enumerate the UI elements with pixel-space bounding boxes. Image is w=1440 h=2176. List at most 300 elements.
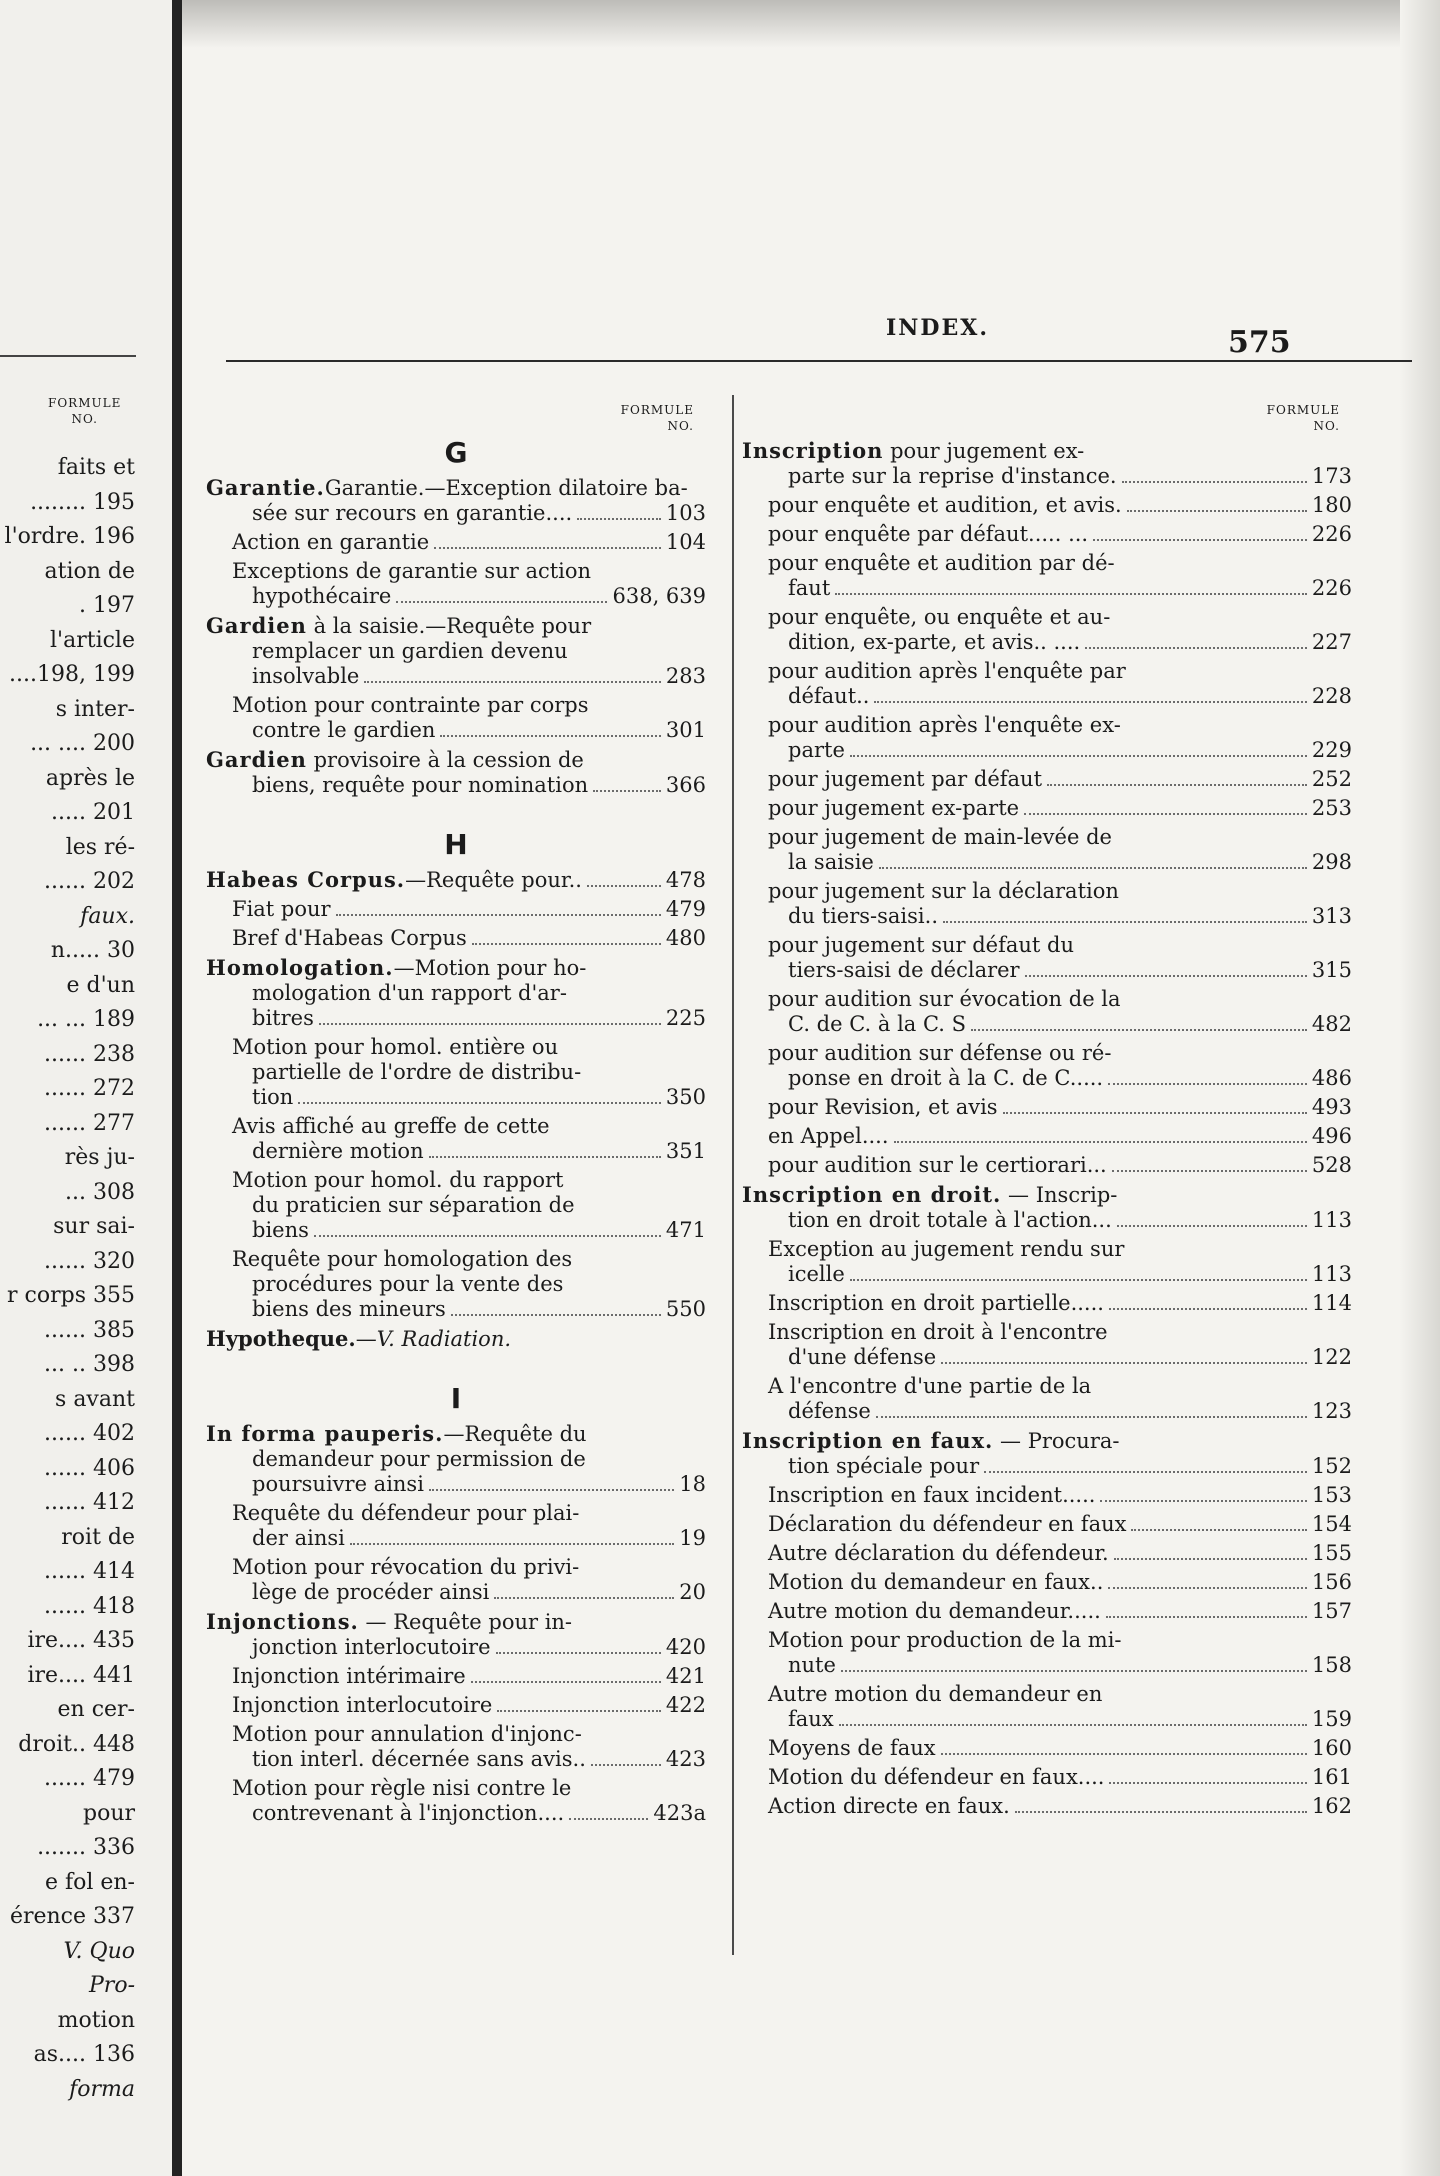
entry-line <box>742 1428 1352 1454</box>
entry-line <box>206 1326 706 1352</box>
entry-line <box>742 1570 1352 1595</box>
entry-line <box>742 958 1352 983</box>
entry-line <box>742 1736 1352 1761</box>
index-entry <box>206 1421 706 1497</box>
index-entry <box>742 1483 1352 1508</box>
formule-number: 113 <box>1311 1262 1352 1286</box>
entry-line <box>742 1628 1352 1653</box>
dot-leader <box>434 547 661 549</box>
index-entry <box>206 1501 706 1551</box>
entry-text: jonction interlocutoire <box>252 1635 491 1659</box>
entry-line <box>742 493 1352 518</box>
dot-leader <box>1093 539 1307 541</box>
entry-line <box>206 1664 706 1689</box>
entry-text: faut <box>788 576 831 600</box>
index-entry <box>206 1776 706 1826</box>
dot-leader <box>839 1724 1307 1726</box>
dot-leader <box>1127 510 1307 512</box>
entry-line <box>742 1794 1352 1819</box>
formule-number: 104 <box>665 530 706 554</box>
formule-number: 122 <box>1311 1345 1352 1369</box>
fragment-line: ...... 238 <box>44 1041 135 1067</box>
entry-text: —Motion pour ho- <box>393 956 587 980</box>
fragment-line: e d'un <box>66 972 135 998</box>
dot-leader <box>1047 784 1307 786</box>
entry-heading: Gardien <box>206 747 307 772</box>
entry-line <box>206 1776 706 1801</box>
entry-text: Avis affiché au greffe de cette <box>232 1114 550 1138</box>
formule-number: 478 <box>665 868 706 892</box>
dot-leader <box>841 1670 1307 1672</box>
entry-line <box>206 1635 706 1660</box>
entry-text: Requête pour homologation des <box>232 1247 573 1271</box>
formule-number: 158 <box>1311 1653 1352 1677</box>
dot-leader <box>971 1029 1307 1031</box>
entry-text: mologation d'un rapport d'ar- <box>252 981 567 1005</box>
fragment-line: ...... 479 <box>44 1766 135 1791</box>
entry-line <box>742 713 1352 738</box>
formule-number: 156 <box>1311 1570 1352 1594</box>
dot-leader <box>835 593 1307 595</box>
dot-leader <box>364 681 661 683</box>
entry-text: biens <box>252 1218 309 1242</box>
entry-line <box>206 1421 706 1447</box>
dot-leader <box>941 1753 1307 1755</box>
entry-line <box>742 1066 1352 1091</box>
fragment-line: ...... 320 <box>44 1248 135 1274</box>
dot-leader <box>569 1818 648 1820</box>
entry-line <box>206 1272 706 1297</box>
formule-number: 423 <box>665 1747 706 1771</box>
entry-text: Motion pour règle nisi contre le <box>232 1776 572 1800</box>
formule-number: 486 <box>1311 1066 1352 1090</box>
formule-number: 113 <box>1311 1208 1352 1232</box>
entry-line <box>742 933 1352 958</box>
page-title: INDEX. <box>886 315 989 341</box>
column-label-line2: NO. <box>1313 419 1340 433</box>
entry-text: en Appel.... <box>768 1124 889 1148</box>
fragment-line: rès ju- <box>64 1145 135 1170</box>
entry-text: Requête du défendeur pour plai- <box>232 1501 580 1525</box>
fragment-line: ...... 277 <box>44 1110 135 1136</box>
entry-text: — Procura- <box>993 1429 1120 1453</box>
entry-line <box>206 1218 706 1243</box>
column-divider <box>732 395 734 1955</box>
entry-line <box>742 738 1352 763</box>
formule-number: 421 <box>665 1664 706 1688</box>
entry-text: — Inscrip- <box>1001 1183 1118 1207</box>
entry-line <box>742 1262 1352 1287</box>
entry-heading: In forma pauperis. <box>206 1421 444 1446</box>
entry-text: pour jugement ex- <box>883 439 1085 463</box>
formule-number: 301 <box>665 718 706 742</box>
entry-text: tiers-saisi de déclarer <box>788 958 1020 982</box>
index-entry <box>206 1555 706 1605</box>
dot-leader <box>943 921 1307 923</box>
index-entry <box>742 825 1352 875</box>
index-entry <box>742 1682 1352 1732</box>
index-entry <box>742 933 1352 983</box>
entry-text: — Requête pour in- <box>358 1610 573 1634</box>
entry-text: Motion pour révocation du privi- <box>232 1555 580 1579</box>
entry-line <box>206 1526 706 1551</box>
entry-text: Motion du défendeur en faux.... <box>768 1765 1105 1789</box>
index-entry <box>742 796 1352 821</box>
index-entry <box>206 1326 706 1352</box>
entry-line <box>742 850 1352 875</box>
fragment-line: s inter- <box>55 696 135 722</box>
entry-line <box>742 1682 1352 1707</box>
entry-text: pour jugement par défaut <box>768 767 1043 791</box>
fragment-line: as.... 136 <box>33 2042 135 2067</box>
dot-leader <box>314 1235 661 1237</box>
fragment-line: les ré- <box>65 834 135 860</box>
left-page-column-label <box>48 395 121 427</box>
entry-line <box>742 438 1352 464</box>
entry-text: Injonction interlocutoire <box>232 1693 493 1717</box>
entry-heading: Inscription en faux. <box>742 1428 994 1453</box>
entry-line <box>742 1653 1352 1678</box>
index-entry <box>742 1182 1352 1233</box>
fragment-line: ...... 406 <box>44 1455 135 1481</box>
entry-line <box>742 659 1352 684</box>
entry-text: dernière motion <box>252 1139 424 1163</box>
entry-line <box>742 605 1352 630</box>
formule-number: 366 <box>665 773 706 797</box>
fragment-line: l'ordre. 196 <box>4 524 135 549</box>
formule-number: 159 <box>1311 1707 1352 1731</box>
index-entry <box>742 987 1352 1037</box>
entry-line <box>206 1609 706 1635</box>
entry-line <box>206 1139 706 1164</box>
entry-text: pour enquête et audition par dé- <box>768 551 1115 575</box>
entry-line <box>742 1483 1352 1508</box>
index-entry <box>206 1035 706 1110</box>
entry-text: Action en garantie <box>232 530 430 554</box>
entry-line <box>206 897 706 922</box>
fragment-line: ........ 195 <box>30 489 135 515</box>
entry-line <box>206 1501 706 1526</box>
previous-page-fragment <box>0 0 172 2176</box>
entry-line <box>742 825 1352 850</box>
formule-number: 420 <box>665 1635 706 1659</box>
entry-text: partielle de l'ordre de distribu- <box>252 1060 582 1084</box>
dot-leader <box>350 1543 674 1545</box>
index-entry <box>742 438 1352 489</box>
formule-number: 161 <box>1311 1765 1352 1789</box>
dot-leader <box>1025 975 1307 977</box>
entry-line <box>742 1124 1352 1149</box>
entry-line <box>742 1599 1352 1624</box>
dot-leader <box>577 518 661 520</box>
entry-line <box>742 1208 1352 1233</box>
dot-leader <box>1106 1616 1307 1618</box>
entry-line <box>742 1541 1352 1566</box>
entry-text: bitres <box>252 1006 314 1030</box>
formule-number: 225 <box>665 1006 706 1030</box>
index-entry <box>206 693 706 743</box>
formule-number: 18 <box>679 1472 706 1496</box>
entry-text: Motion pour homol. entière ou <box>232 1035 559 1059</box>
dot-leader <box>1109 1782 1306 1784</box>
entry-line <box>742 1707 1352 1732</box>
page-number: 575 <box>1228 325 1291 360</box>
entry-line <box>742 1095 1352 1120</box>
index-entry <box>742 1291 1352 1316</box>
column-label <box>206 402 694 434</box>
entry-text: dition, ex-parte, et avis.. .... <box>788 630 1081 654</box>
dot-leader <box>1114 1558 1307 1560</box>
entry-text: pour audition après l'enquête par <box>768 659 1126 683</box>
formule-number: 226 <box>1311 522 1352 546</box>
formule-number: 298 <box>1311 850 1352 874</box>
entry-text: pour audition sur défense ou ré- <box>768 1041 1112 1065</box>
fragment-line: droit.. 448 <box>18 1731 135 1757</box>
index-entry <box>206 1722 706 1772</box>
entry-text: Action directe en faux. <box>768 1794 1010 1818</box>
index-entry <box>742 1124 1352 1149</box>
entry-text: Inscription en droit partielle..... <box>768 1291 1104 1315</box>
entry-line <box>206 926 706 951</box>
index-entry <box>742 1628 1352 1678</box>
fragment-line: ....198, 199 <box>9 662 135 687</box>
entry-line <box>206 1722 706 1747</box>
column-label-line2: NO. <box>667 419 694 433</box>
entry-line <box>206 718 706 743</box>
entry-line <box>206 693 706 718</box>
entry-line <box>742 464 1352 489</box>
index-entry <box>742 1541 1352 1566</box>
index-entry <box>742 522 1352 547</box>
section-letter: G <box>444 436 468 469</box>
entry-line <box>742 1512 1352 1537</box>
entry-line <box>742 684 1352 709</box>
entry-line <box>742 1012 1352 1037</box>
entry-line <box>742 1374 1352 1399</box>
entry-text: Injonction intérimaire <box>232 1664 466 1688</box>
index-entry <box>742 1570 1352 1595</box>
entry-text: défense <box>788 1399 871 1423</box>
fragment-line: ....... 336 <box>37 1835 135 1860</box>
entry-text: parte <box>788 738 845 762</box>
book-gutter <box>172 0 182 2176</box>
entry-line <box>742 630 1352 655</box>
entry-text: tion en droit totale à l'action... <box>788 1208 1112 1232</box>
dot-leader <box>850 755 1307 757</box>
fragment-line: forma <box>69 2076 135 2102</box>
entry-line <box>206 747 706 773</box>
entry-text: A l'encontre d'une partie de la <box>768 1374 1092 1398</box>
index-entry <box>742 1428 1352 1479</box>
dot-leader <box>336 914 661 916</box>
index-entry <box>206 955 706 1031</box>
index-entry <box>742 493 1352 518</box>
dot-leader <box>879 867 1307 869</box>
index-entry <box>742 879 1352 929</box>
fragment-line: . 197 <box>79 593 135 618</box>
entry-text: tion interl. décernée sans avis.. <box>252 1747 586 1771</box>
entry-line <box>206 501 706 526</box>
index-entry <box>742 1765 1352 1790</box>
entry-line <box>206 1747 706 1772</box>
fragment-line: ...... 202 <box>44 869 135 894</box>
entry-text: Autre motion du demandeur..... <box>768 1599 1101 1623</box>
entry-line <box>206 1114 706 1139</box>
formule-number: 253 <box>1311 796 1352 820</box>
index-entry <box>742 1599 1352 1624</box>
entry-line <box>206 1580 706 1605</box>
formule-number: 479 <box>665 897 706 921</box>
column-label-line2: NO. <box>71 412 98 426</box>
formule-number: 228 <box>1311 684 1352 708</box>
entry-line <box>742 767 1352 792</box>
formule-number: 114 <box>1311 1291 1352 1315</box>
formule-number: 252 <box>1311 767 1352 791</box>
dot-leader <box>429 1156 661 1158</box>
entry-text: —Requête du <box>443 1422 587 1446</box>
dot-leader <box>1131 1529 1306 1531</box>
formule-number: 350 <box>665 1085 706 1109</box>
fragment-line: ... 308 <box>65 1179 135 1205</box>
formule-number: 19 <box>679 1526 706 1550</box>
entry-line <box>742 1399 1352 1424</box>
entry-text: tion <box>252 1085 294 1109</box>
entry-text: défaut.. <box>788 684 870 708</box>
fragment-line: ...... 412 <box>44 1490 135 1515</box>
index-entry <box>742 1374 1352 1424</box>
fragment-line: ... ... 189 <box>37 1007 135 1032</box>
entry-text: pour enquête par défaut..... ... <box>768 522 1089 546</box>
dot-leader <box>941 1362 1307 1364</box>
entry-text: faux <box>788 1707 834 1731</box>
entry-text: demandeur pour permission de <box>252 1447 586 1471</box>
fragment-line: roit de <box>61 1524 135 1550</box>
fragment-line: ire.... 441 <box>27 1662 135 1688</box>
entry-line <box>742 1041 1352 1066</box>
index-page <box>182 0 1440 2176</box>
formule-number: 482 <box>1311 1012 1352 1036</box>
formule-number: 154 <box>1311 1512 1352 1536</box>
fragment-line: ire.... 435 <box>27 1628 135 1653</box>
index-entry <box>742 1794 1352 1819</box>
entry-line <box>742 1454 1352 1479</box>
entry-line <box>206 1297 706 1322</box>
entry-text: Autre motion du demandeur en <box>768 1682 1103 1706</box>
dot-leader <box>497 1710 661 1712</box>
entry-line <box>206 639 706 664</box>
entry-text: Exceptions de garantie sur action <box>232 559 592 583</box>
dot-leader <box>1117 1225 1307 1227</box>
fragment-line: ...... 414 <box>44 1559 135 1584</box>
entry-line <box>742 576 1352 601</box>
index-entry <box>206 1247 706 1322</box>
dot-leader <box>396 601 607 603</box>
index-entry <box>742 659 1352 709</box>
entry-line <box>206 584 706 609</box>
entry-text: du tiers-saisi.. <box>788 904 938 928</box>
entry-line <box>742 1182 1352 1208</box>
entry-heading: Garantie. <box>206 475 325 500</box>
fragment-line: ... .. 398 <box>44 1352 135 1377</box>
column-label-line1: FORMULE <box>620 403 694 417</box>
fragment-line: e fol en- <box>44 1869 135 1895</box>
formule-number: 315 <box>1311 958 1352 982</box>
entry-text: Motion pour homol. du rapport <box>232 1168 564 1192</box>
entry-line <box>206 1247 706 1272</box>
entry-text: remplacer un gardien devenu <box>252 639 568 663</box>
dot-leader <box>319 1023 661 1025</box>
dot-leader <box>1100 1500 1306 1502</box>
dot-leader <box>494 1597 674 1599</box>
dot-leader <box>1003 1112 1307 1114</box>
index-entry <box>206 897 706 922</box>
formule-number: 496 <box>1311 1124 1352 1148</box>
dot-leader <box>1108 1587 1307 1589</box>
index-entry <box>742 605 1352 655</box>
entry-text: lège de procéder ainsi <box>252 1580 490 1604</box>
formule-number: 173 <box>1311 464 1352 488</box>
entry-text: —Requête pour.. <box>405 868 582 892</box>
entry-heading: Inscription <box>742 438 884 463</box>
formule-number: 638, 639 <box>612 584 706 608</box>
entry-text: Motion pour annulation d'injonc- <box>232 1722 582 1746</box>
index-entry <box>206 1664 706 1689</box>
entry-line <box>206 1168 706 1193</box>
entry-text: Exception au jugement rendu sur <box>768 1237 1125 1261</box>
fragment-line: r corps 355 <box>7 1283 135 1308</box>
entry-text: poursuivre ainsi <box>252 1472 424 1496</box>
entry-line <box>206 867 706 893</box>
entry-line <box>742 1291 1352 1316</box>
formule-number: 157 <box>1311 1599 1352 1623</box>
entry-heading: Injonctions. <box>206 1609 359 1634</box>
column-label-line1: FORMULE <box>1266 403 1340 417</box>
header-rule <box>226 360 1412 362</box>
entry-line <box>742 879 1352 904</box>
fragment-line: ...... 385 <box>44 1317 135 1343</box>
entry-text: pour audition sur évocation de la <box>768 987 1121 1011</box>
dot-leader <box>593 790 661 792</box>
entry-text: hypothécaire <box>252 584 392 608</box>
index-entry <box>742 713 1352 763</box>
section-letter: I <box>450 1382 462 1415</box>
index-entry <box>742 551 1352 601</box>
dot-leader <box>298 1102 661 1104</box>
entry-text: Bref d'Habeas Corpus <box>232 926 467 950</box>
index-entry <box>742 1237 1352 1287</box>
fragment-line: pour <box>82 1800 135 1826</box>
dot-leader <box>850 1279 1307 1281</box>
entry-text: Inscription en faux incident..... <box>768 1483 1096 1507</box>
dot-leader <box>894 1141 1307 1143</box>
entry-text: — <box>355 1327 377 1351</box>
entry-text: pour jugement sur la déclaration <box>768 879 1119 903</box>
fragment-line: ...... 272 <box>44 1076 135 1101</box>
dot-leader <box>1024 813 1307 815</box>
fragment-line: ation de <box>44 558 135 584</box>
entry-line <box>206 530 706 555</box>
entry-line <box>742 1237 1352 1262</box>
formule-number: 480 <box>665 926 706 950</box>
entry-text: pour jugement sur défaut du <box>768 933 1074 957</box>
fragment-line: ...... 402 <box>44 1421 135 1446</box>
entry-text: pour jugement de main-levée de <box>768 825 1112 849</box>
formule-number: 103 <box>665 501 706 525</box>
entry-text: pour Revision, et avis <box>768 1095 998 1119</box>
dot-leader <box>587 885 661 887</box>
entry-line <box>206 1085 706 1110</box>
entry-text: C. de C. à la C. S <box>788 1012 967 1036</box>
